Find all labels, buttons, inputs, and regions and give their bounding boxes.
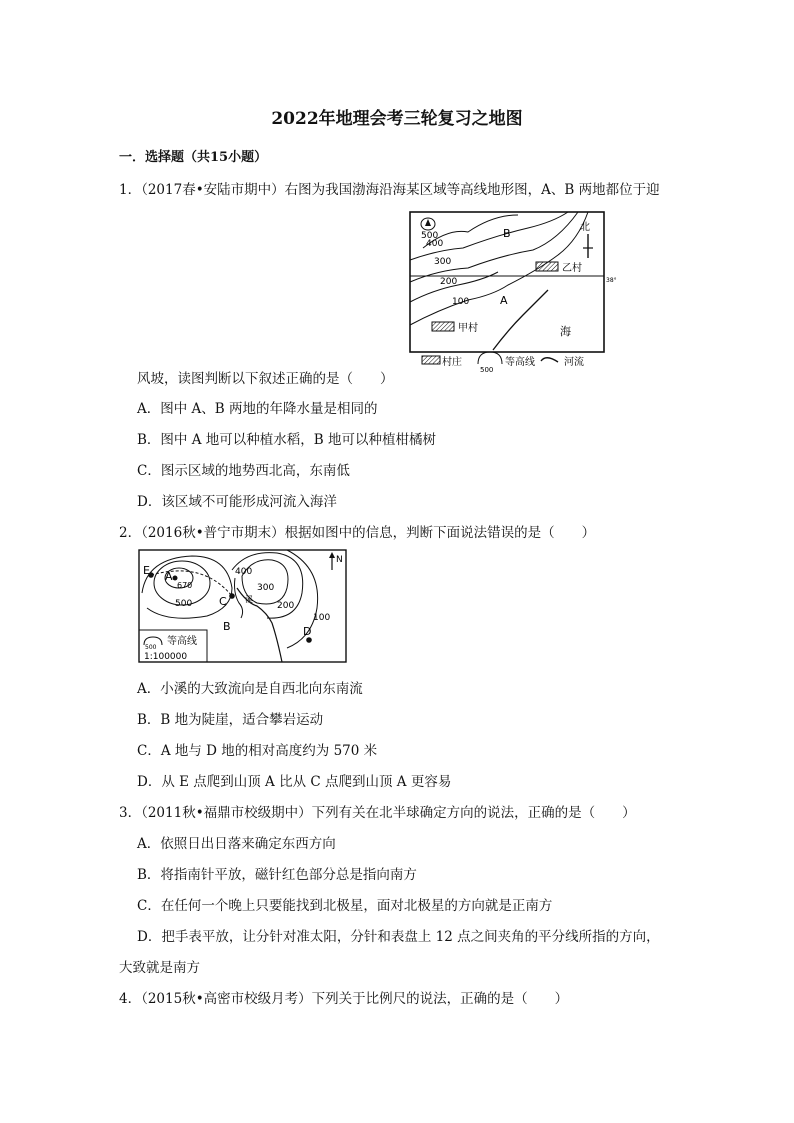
q2-stream-label: 溪 xyxy=(245,595,253,604)
q2-contour-label-300: 300 xyxy=(257,583,275,593)
q1-legend-contour-value: 500 xyxy=(480,366,494,374)
q3-option-b: B．将指南针平放，磁针红色部分总是指向南方 xyxy=(137,867,417,883)
q2-option-d: D．从 E 点爬到山顶 A 比从 C 点爬到山顶 A 更容易 xyxy=(137,774,452,790)
q1-village-b: 乙村 xyxy=(562,263,582,274)
q2-point-e: E xyxy=(143,564,150,577)
q2-contour-label-400: 400 xyxy=(235,567,253,577)
q1-contour-label-300: 300 xyxy=(434,257,452,267)
q2-point-d: D xyxy=(303,625,312,638)
legend-river-icon xyxy=(541,358,558,362)
q1-contour-label-400: 400 xyxy=(426,239,444,249)
peak-icon xyxy=(425,219,431,226)
q2-option-c: C．A 地与 D 地的相对高度约为 570 米 xyxy=(137,743,378,759)
section-heading: 一．选择题（共15小题） xyxy=(119,150,268,165)
q3-option-a: A．依照日出日落来确定东西方向 xyxy=(137,836,336,852)
point-c-marker xyxy=(229,593,235,599)
q1-contour-label-200: 200 xyxy=(440,277,458,287)
village-icon xyxy=(432,322,454,331)
q2-peak-elevation: 670 xyxy=(177,581,193,590)
q2-option-b: B．B 地为陡崖，适合攀岩运动 xyxy=(137,712,324,728)
point-a-marker xyxy=(173,576,178,581)
q1-option-b: B．图中 A 地可以种植水稻，B 地可以种植柑橘树 xyxy=(137,432,436,448)
q1-stem: 1．（2017春•安陆市期中）右图为我国渤海沿海某区域等高线地形图，A、B 两地都位于迎 xyxy=(119,182,660,198)
q2-contour-map xyxy=(137,548,349,666)
q3-option-c: C．在任何一个晚上只要能找到北极星，面对北极星的方向就是正南方 xyxy=(137,898,553,914)
q1-option-d: D．该区域不可能形成河流入海洋 xyxy=(137,494,337,510)
q1-north-label: 北 xyxy=(580,222,590,233)
q1-option-a: A．图中 A、B 两地的年降水量是相同的 xyxy=(137,401,378,417)
q1-contour-label-100: 100 xyxy=(452,297,470,307)
q1-legend-village: 村庄 xyxy=(442,357,462,368)
q2-stem: 2．（2016秋•普宁市期末）根据如图中的信息，判断下面说法错误的是（ ） xyxy=(119,525,596,541)
point-d-marker xyxy=(306,637,312,643)
q2-contour-label-100: 100 xyxy=(313,613,331,623)
q1-village-a: 甲村 xyxy=(458,323,478,334)
q1-stem-continued: 风坡，读图判断以下叙述正确的是（ ） xyxy=(137,371,394,387)
q1-point-b: B xyxy=(503,227,511,240)
q3-option-d: D．把手表平放，让分针对准太阳，分针和表盘上 12 点之间夹角的平分线所指的方向， xyxy=(137,929,660,945)
q1-option-c: C．图示区域的地势西北高，东南低 xyxy=(137,463,350,479)
q1-contour-label-500: 500 xyxy=(421,231,439,241)
q4-stem: 4．（2015秋•高密市校级月考）下列关于比例尺的说法，正确的是（ ） xyxy=(119,991,569,1007)
q1-contour-map xyxy=(408,210,617,375)
legend-village-icon xyxy=(422,356,440,364)
q2-north-label: N xyxy=(336,555,343,565)
q1-legend-river: 河流 xyxy=(564,357,584,368)
q2-legend-value: 500 xyxy=(145,644,157,651)
q2-point-a: A xyxy=(165,570,173,583)
q1-sea-label: 海 xyxy=(560,325,571,338)
q2-point-b: B xyxy=(223,620,231,633)
q1-latitude-label: 38° xyxy=(606,277,617,284)
q2-legend-label: 等高线 xyxy=(167,636,197,647)
village-icon xyxy=(536,262,558,271)
q1-point-a: A xyxy=(500,294,508,307)
page-title: 2022年地理会考三轮复习之地图 xyxy=(271,109,523,129)
q2-point-c: C xyxy=(219,595,227,608)
q2-contour-label-200: 200 xyxy=(277,601,295,611)
q3-stem: 3．（2011秋•福鼎市校级期中）下列有关在北半球确定方向的说法，正确的是（ ） xyxy=(119,805,636,821)
q2-contour-label-500: 500 xyxy=(175,599,193,609)
q2-option-a: A．小溪的大致流向是自西北向东南流 xyxy=(137,681,363,697)
q3-option-d-continued: 大致就是南方 xyxy=(119,960,200,976)
q1-legend-contour: 等高线 xyxy=(505,357,535,368)
legend-contour-icon xyxy=(478,352,502,364)
q2-scale: 1:100000 xyxy=(144,652,188,662)
